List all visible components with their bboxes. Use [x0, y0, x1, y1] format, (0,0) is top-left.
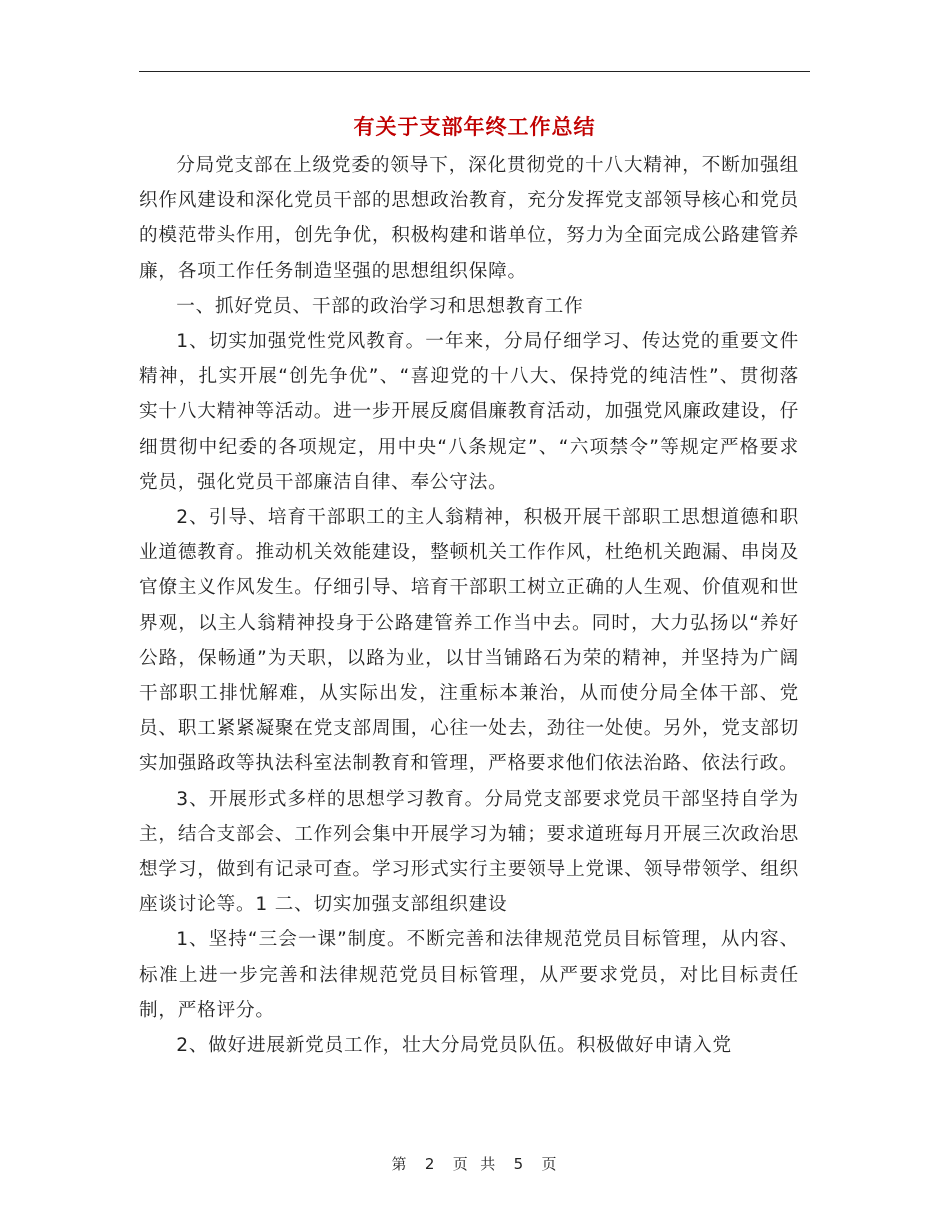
page-label-prefix: 第	[391, 1155, 408, 1173]
total-pages-number: 5	[513, 1155, 525, 1173]
paragraph-item-2: 2、引导、培育干部职工的主人翁精神，积极开展干部职工思想道德和职业道德教育。推动机关效能建设，整顿机关工作作风，杜绝机关跑漏、串岗及官僚主义作风发生。仔细引导、培育干部职工树立正确的人生观、价值观和世界观，以主人翁精神投身于公路建管养工作当中去。同时，大力弘扬以“养好公路，保畅通”为天职，以路为业，以甘当铺路石为荣的精神，并坚持为广阔干部职工排忧解难，从实际出发，注重标本兼治，从而使分局全体干部、党员、职工紧紧凝聚在党支部周围，心往一处去，劲往一处使。另外，党支部切实加强路政等执法科室法制教育和管理，严格要求他们依法治路、依法行政。	[139, 507, 799, 775]
paragraph-section-heading: 一、抓好党员、干部的政治学习和思想教育工作	[176, 295, 584, 317]
paragraph-intro: 分局党支部在上级党委的领导下，深化贯彻党的十八大精神，不断加强组织作风建设和深化党员干部的思想政治教育，充分发挥党支部领导核心和党员的模范带头作用，创先争优，积极构建和谐单位，努力为全面完成公路建管养廉，各项工作任务制造坚强的思想组织保障。	[139, 155, 799, 282]
page-label-suffix: 页	[541, 1155, 558, 1173]
paragraph-item-3: 3、开展形式多样的思想学习教育。分局党支部要求党员干部坚持自学为主，结合支部会、工作列会集中开展学习为辅；要求道班每月开展三次政治思想学习，做到有记录可查。学习形式实行主要领导上党课、领导带领学、组织座谈讨论等。1 二、切实加强支部组织建设	[139, 788, 799, 916]
document-body	[139, 148, 799, 1063]
page-footer	[139, 1152, 810, 1176]
document-title: 有关于支部年终工作总结	[353, 115, 596, 139]
page-label-mid: 页 共	[452, 1155, 497, 1173]
header-rule	[139, 71, 810, 72]
paragraph-item-1: 1、切实加强党性党风教育。一年来，分局仔细学习、传达党的重要文件精神，扎实开展“创先争优”、“喜迎党的十八大、保持党的纯洁性”、贯彻落实十八大精神等活动。进一步开展反腐倡廉教育活动，加强党风廉政建设，仔细贯彻中纪委的各项规定，用中央“八条规定”、“六项禁令”等规定严格要求党员，强化党员干部廉洁自律、奉公守法。	[139, 331, 799, 493]
paragraph-section2-item-1: 1、坚持“三会一课”制度。不断完善和法律规范党员目标管理，从内容、标准上进一步完善和法律规范党员目标管理，从严要求党员，对比目标责任制，严格评分。	[139, 929, 799, 1021]
paragraph-section2-item-2: 2、做好进展新党员工作，壮大分局党员队伍。积极做好申请入党	[176, 1035, 732, 1057]
current-page-number: 2	[424, 1155, 436, 1173]
